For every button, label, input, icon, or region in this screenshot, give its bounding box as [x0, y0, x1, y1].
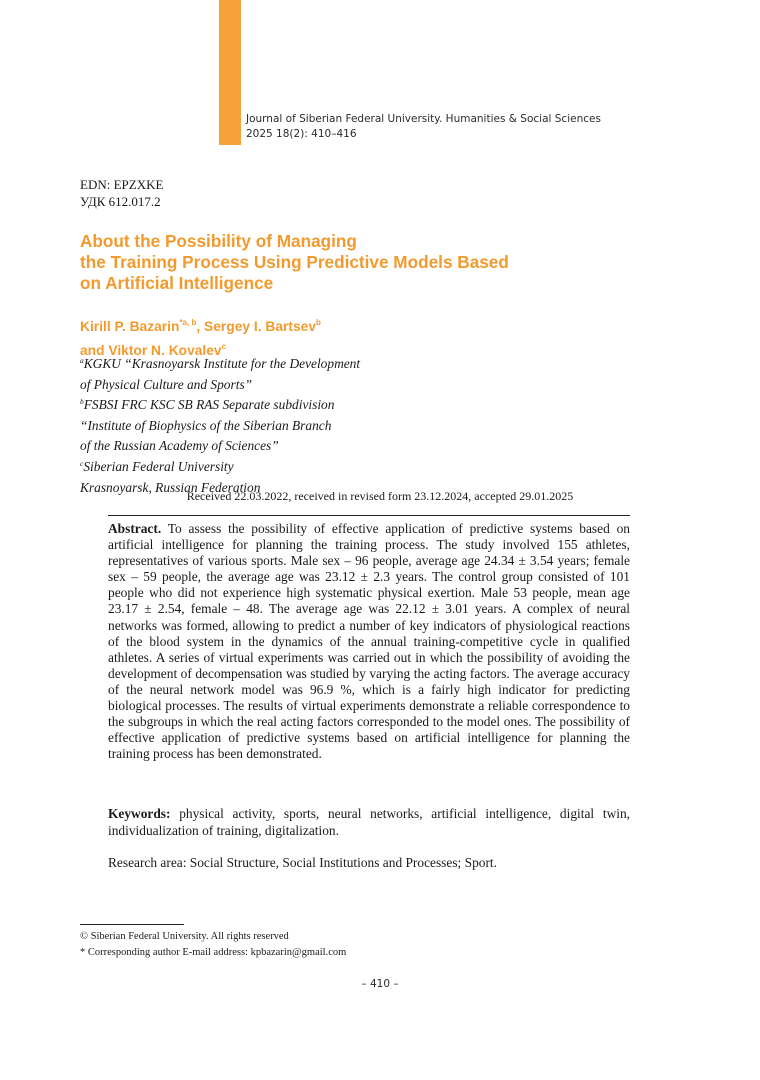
copyright-note: © Siberian Federal University. All rights reserved [80, 931, 289, 942]
journal-volume: 2025 18(2): 410–416 [246, 128, 357, 140]
footnotes [80, 929, 346, 960]
article-identifiers [80, 176, 163, 210]
keywords-label: Keywords: [108, 806, 171, 821]
title-line-1: About the Possibility of Managing [80, 231, 357, 251]
abstract [108, 521, 630, 762]
abstract-text: To assess the possibility of effective application of predictive systems based on artificial intelligence for planning the training process. The study involved 155 athletes, representatives of various sports. Male sex – 96 people, average age 24.34 ± 3.54 years; female sex – 59 people, the average age was 23.12 ± 2.3 years. The control group consisted of 101 people who did not experience high systematic physical exertion. Male 53 people, mean age 23.17 ± 2.54, female – 48. The average age was 22.12 ± 3.01 years. A complex of neural networks was formed, allowing to predict a number of key indicators of physiological reactions of the blood system in the dynamics of the annual training-competitive cycle in qualified athletes. A series of virtual experiments was carried out in which the possibility of avoiding the development of decompensation was studied by varying the acting factors. The average accuracy of the neural network model was 96.9 %, which is a fairly high indicator for predicting biological processes. The results of virtual experiments demonstrate a reliable correspondence to the subgroups in which the real acting factors corresponded to the model ones. The possibility of effective application of predictive systems based on artificial intelligence for planning the training process has been demonstrated. [108, 521, 630, 762]
affiliation-text: FSBSI FRC KSC SB RAS Separate subdivision [83, 397, 335, 413]
affiliation-superscript: b [80, 397, 84, 407]
header-accent-bar [219, 0, 241, 145]
affiliation-line [80, 373, 360, 394]
author-name: Kirill P. Bazarin [80, 319, 180, 334]
affiliation-text: Krasnoyarsk, Russian Federation [80, 479, 261, 495]
abstract-label: Abstract. [108, 521, 162, 536]
footnote-divider [80, 924, 184, 925]
research-area: Research area: Social Structure, Social Institutions and Processes; Sport. [108, 855, 497, 870]
journal-title: Journal of Siberian Federal University. Humanities & Social Sciences [246, 113, 601, 125]
author-superscript: *a, b [179, 318, 197, 327]
edn-code: EDN: EPZXKE [80, 177, 164, 192]
keywords [108, 806, 630, 839]
affiliation-text: of the Russian Academy of Sciences” [80, 438, 279, 454]
journal-header [246, 112, 601, 142]
received-dates: Received 22.03.2022, received in revised form 23.12.2024, accepted 29.01.2025 [186, 489, 574, 503]
title-line-3: on Artificial Intelligence [80, 273, 274, 293]
affiliation-superscript: c [80, 458, 84, 468]
affiliation-text: KGKU “Krasnoyarsk Institute for the Development [83, 356, 361, 371]
affiliation-text: of Physical Culture and Sports” [80, 376, 253, 392]
article-title [80, 231, 580, 294]
author-name: Viktor N. Kovalev [108, 343, 222, 358]
author-name: Sergey I. Bartsev [204, 319, 316, 334]
affiliation-line [80, 455, 360, 476]
affiliation-line [80, 414, 360, 435]
keywords-text: physical activity, sports, neural networks, artificial intelligence, digital twin, individualization of training, digitalization. [108, 806, 630, 838]
title-line-2: the Training Process Using Predictive Models Based [80, 252, 509, 272]
author-conjunction: and [80, 343, 109, 358]
author-superscript: b [316, 318, 321, 327]
affiliations [80, 352, 360, 496]
affiliation-text: Siberian Federal University [83, 458, 234, 474]
udk-code: УДК 612.017.2 [80, 194, 161, 209]
affiliation-line [80, 434, 360, 455]
author-superscript: c [221, 342, 227, 351]
affiliation-text: “Institute of Biophysics of the Siberian Branch [80, 417, 332, 433]
affiliation-line [80, 352, 360, 373]
corresponding-author-note: * Corresponding author E-mail address: kpbazarin@gmail.com [80, 946, 347, 958]
affiliation-superscript: a [80, 356, 84, 365]
author-line-1 [80, 313, 321, 337]
page-number: – 410 – [361, 978, 399, 990]
author-separator: , [196, 319, 205, 334]
abstract-divider [108, 515, 630, 516]
affiliation-line [80, 393, 360, 414]
